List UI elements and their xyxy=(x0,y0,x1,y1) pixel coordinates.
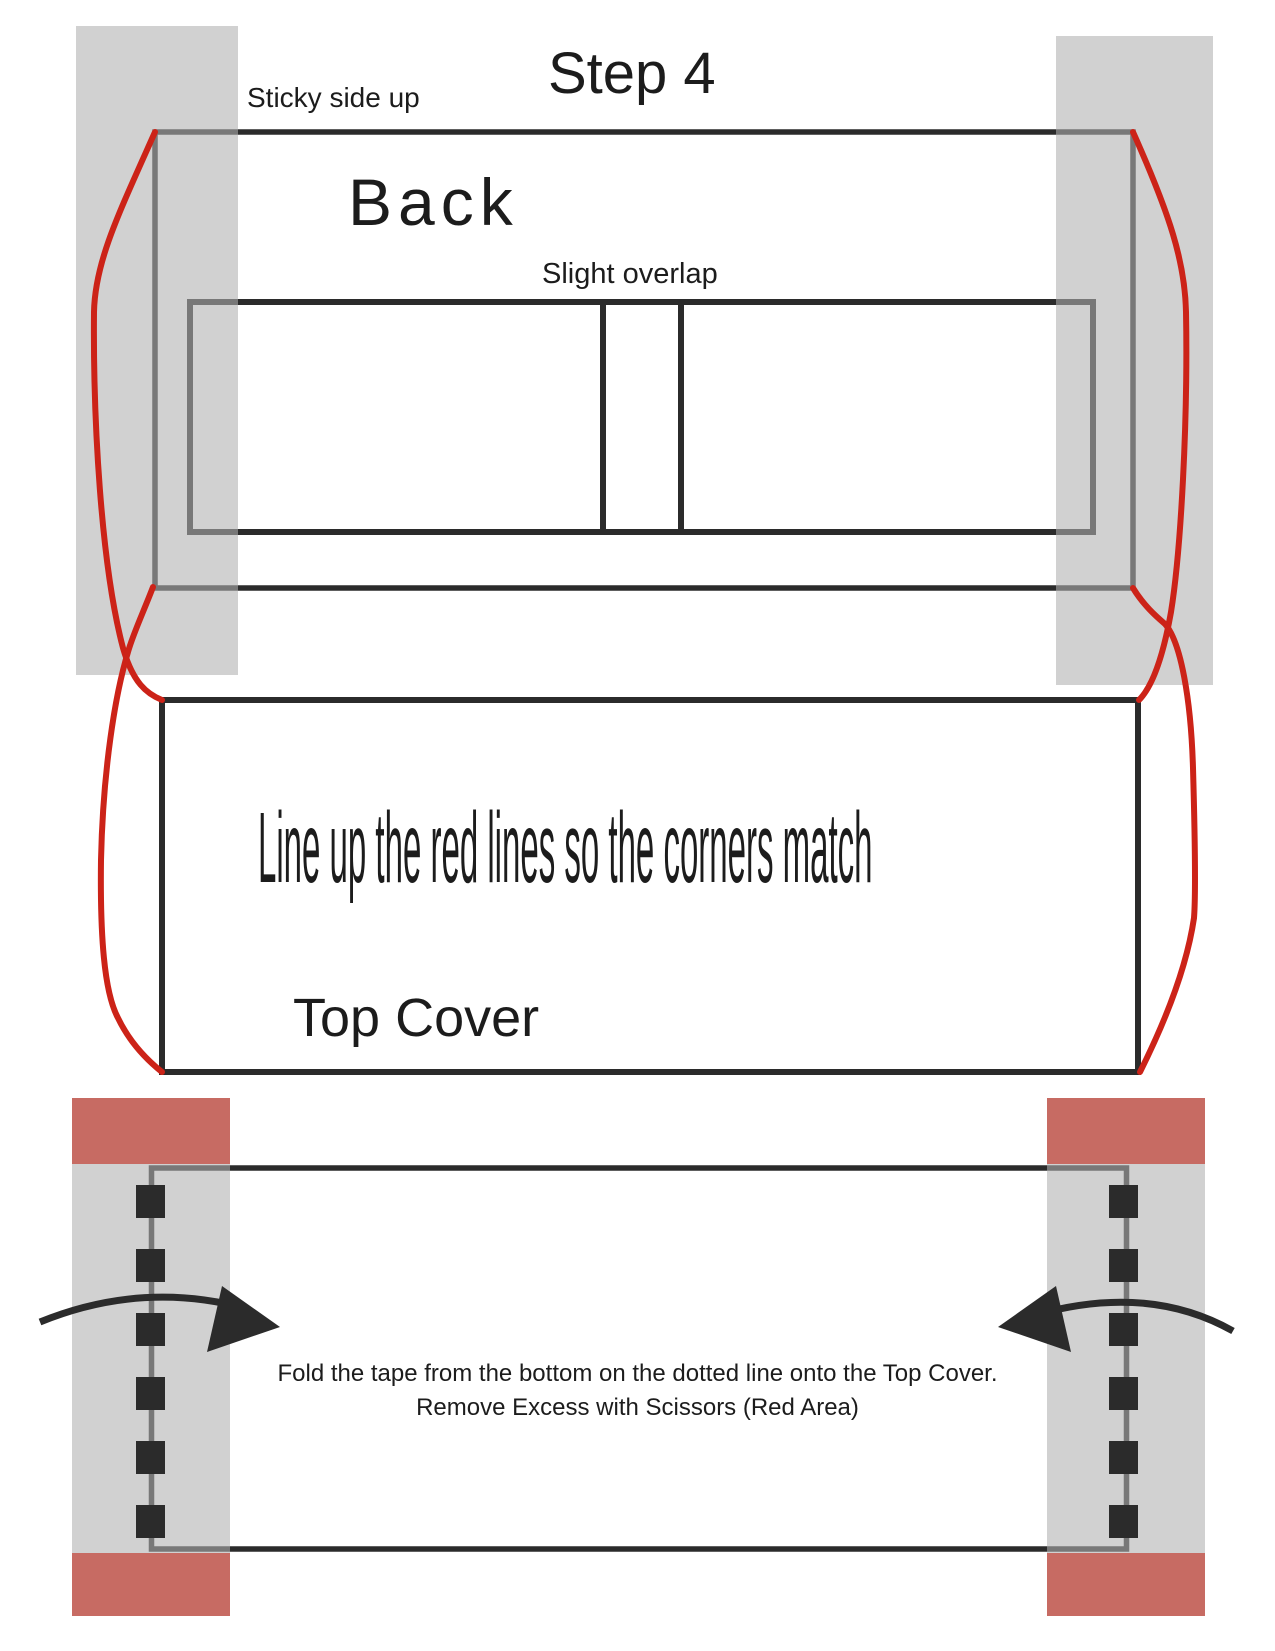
fold-caption-line2: Remove Excess with Scissors (Red Area) xyxy=(416,1394,859,1421)
step-title: Step 4 xyxy=(548,41,716,106)
slight-overlap-label: Slight overlap xyxy=(542,258,718,290)
lineup-instruction: Line up the red lines so the corners match xyxy=(258,792,873,904)
left-flap-outline xyxy=(190,302,681,532)
back-panel-label: Back xyxy=(348,165,519,239)
red-excess-area-bottom-left xyxy=(72,1553,230,1616)
tape-strip-top-left xyxy=(76,26,238,675)
sticky-side-up-label: Sticky side up xyxy=(247,82,420,113)
back-panel-outline xyxy=(155,132,1133,588)
red-excess-area-bottom-right xyxy=(1047,1553,1205,1616)
right-flap-outline xyxy=(603,302,1093,532)
fold-caption-line1: Fold the tape from the bottom on the dotted line onto the Top Cover. xyxy=(277,1360,998,1387)
red-excess-area-top-right xyxy=(1047,1098,1205,1164)
red-excess-area-top-left xyxy=(72,1098,230,1164)
fold-caption xyxy=(0,1357,1275,1425)
top-cover-label: Top Cover xyxy=(293,988,540,1048)
